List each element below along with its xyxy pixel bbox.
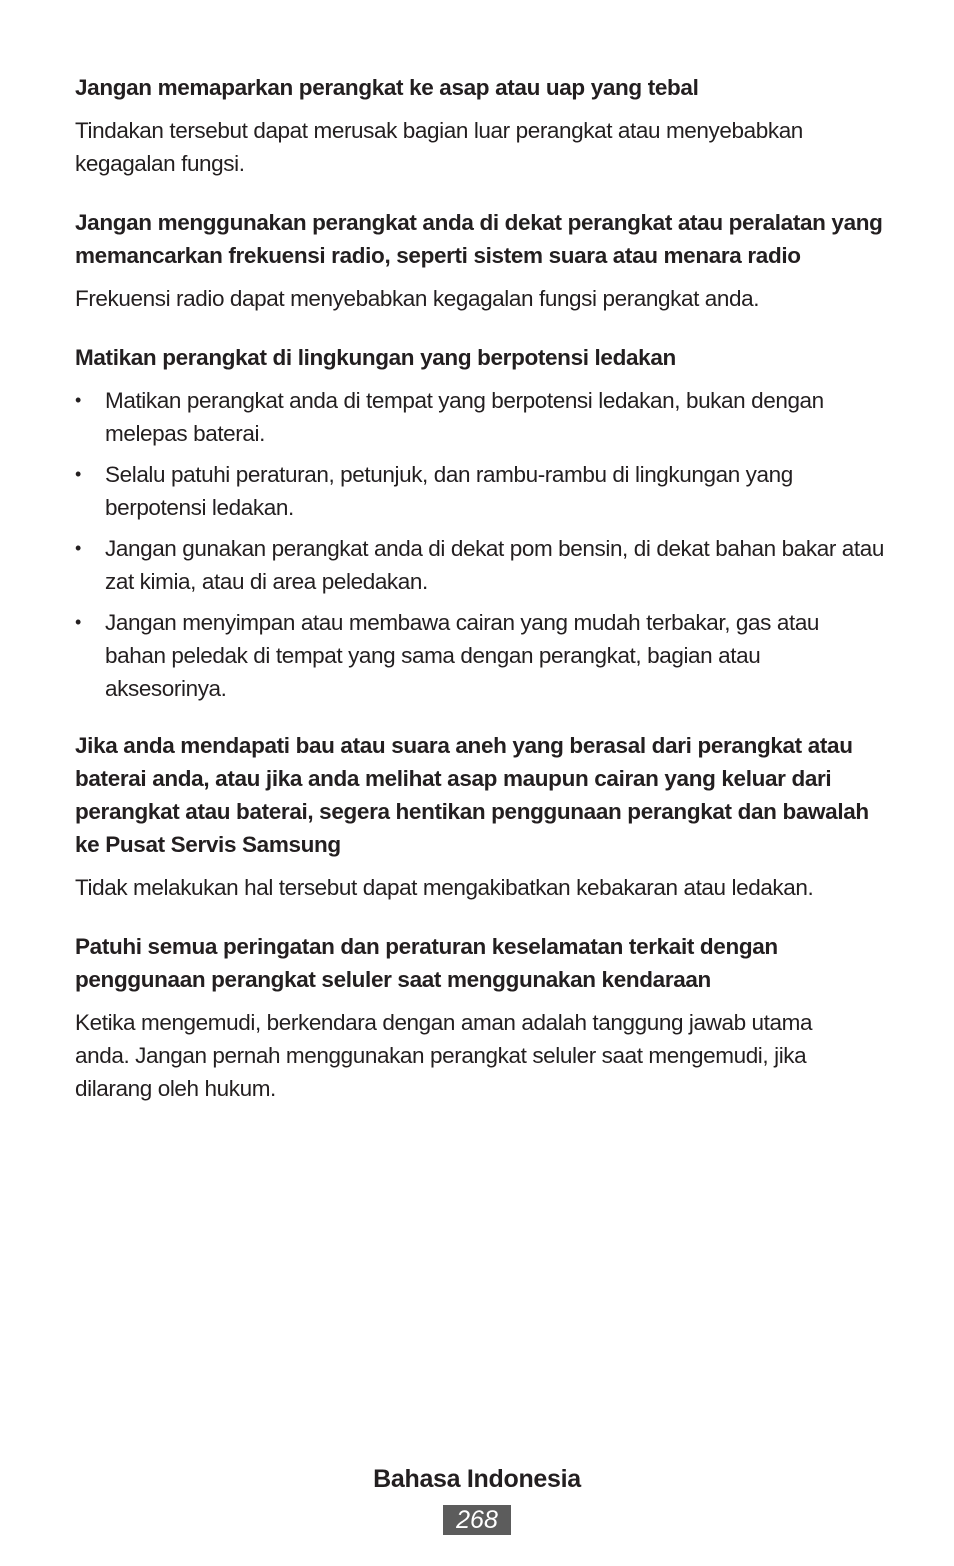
list-item	[75, 458, 885, 524]
section-body: Frekuensi radio dapat menyebabkan kegagalan fungsi perangkat anda.	[75, 286, 760, 311]
list-item	[75, 532, 885, 598]
section-heading: Matikan perangkat di lingkungan yang berpotensi ledakan	[75, 345, 676, 370]
section-heading: Patuhi semua peringatan dan peraturan keselamatan terkait dengan penggunaan perangkat seluler saat menggunakan kendaraan	[75, 934, 778, 992]
bullet-icon: •	[75, 612, 81, 632]
section-heading: Jika anda mendapati bau atau suara aneh yang berasal dari perangkat atau baterai anda, atau jika anda melihat asap maupun cairan yang keluar dari perangkat atau baterai, segera hentikan penggunaan perangkat dan bawalah ke Pusat Servis Samsung	[75, 733, 869, 857]
bullet-icon: •	[75, 538, 81, 558]
list-item-text: Jangan gunakan perangkat anda di dekat pom bensin, di dekat bahan bakar atau zat kimia, atau di area peledakan.	[105, 536, 884, 594]
section-explosive-areas	[75, 341, 885, 705]
section-smell-sound	[75, 729, 885, 904]
page-number: 268	[443, 1505, 511, 1535]
section-body: Tindakan tersebut dapat merusak bagian luar perangkat atau menyebabkan kegagalan fungsi.	[75, 118, 803, 176]
section-body: Ketika mengemudi, berkendara dengan aman adalah tanggung jawab utama anda. Jangan pernah menggunakan perangkat seluler saat mengemudi, jika dilarang oleh hukum.	[75, 1010, 813, 1101]
list-item	[75, 606, 885, 705]
section-vehicle-safety	[75, 930, 885, 1105]
document-body	[75, 71, 885, 1131]
list-item-text: Jangan menyimpan atau membawa cairan yang mudah terbakar, gas atau bahan peledak di tempat yang sama dengan perangkat, bagian atau aksesorinya.	[105, 610, 820, 701]
bullet-icon: •	[75, 390, 81, 410]
section-heading: Jangan memaparkan perangkat ke asap atau uap yang tebal	[75, 75, 699, 100]
list-item	[75, 384, 885, 450]
list-item-text: Matikan perangkat anda di tempat yang berpotensi ledakan, bukan dengan melepas baterai.	[105, 388, 824, 446]
section-body: Tidak melakukan hal tersebut dapat mengakibatkan kebakaran atau ledakan.	[75, 875, 814, 900]
bullet-icon: •	[75, 464, 81, 484]
section-radio-frequency	[75, 206, 885, 315]
section-smoke	[75, 71, 885, 180]
bullet-list	[75, 384, 885, 705]
footer-language: Bahasa Indonesia	[373, 1465, 581, 1493]
section-heading: Jangan menggunakan perangkat anda di dekat perangkat atau peralatan yang memancarkan frekuensi radio, seperti sistem suara atau menara radio	[75, 210, 883, 268]
list-item-text: Selalu patuhi peraturan, petunjuk, dan rambu-rambu di lingkungan yang berpotensi ledakan.	[105, 462, 793, 520]
